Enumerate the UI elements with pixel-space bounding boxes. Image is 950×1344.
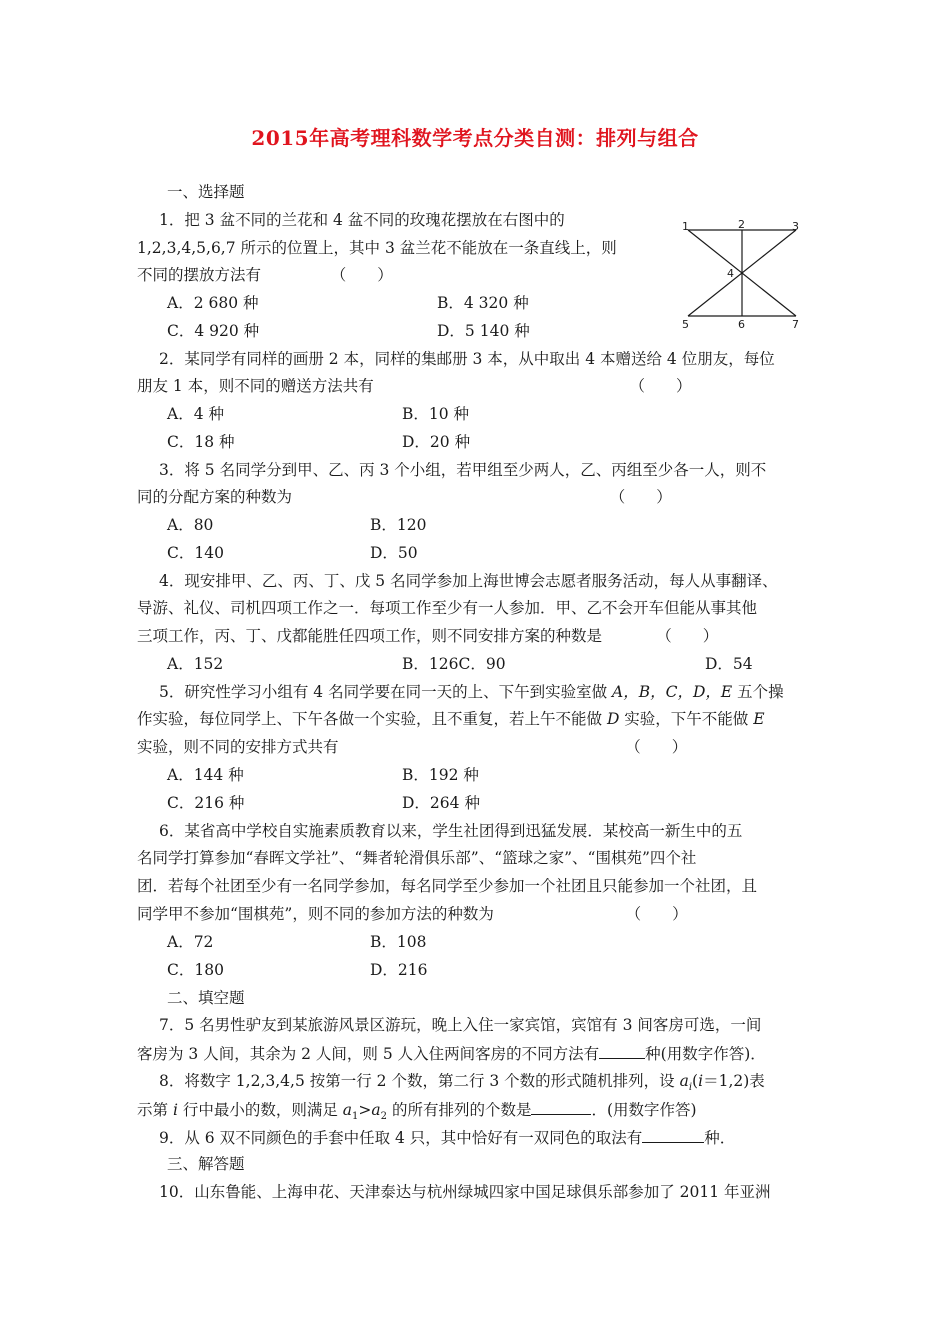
q1-line1: 1．把 3 盆不同的兰花和 4 盆不同的玫瑰花摆放在右图中的: [159, 211, 565, 229]
diagram-label-5: 5: [682, 318, 689, 331]
q5-line2: 作实验，每位同学上、下午各做一个实验，且不重复，若上午不能做 D 实验，下午不能做 E: [137, 710, 765, 728]
q2-line1: 2．某同学有同样的画册 2 本，同样的集邮册 3 本，从中取出 4 本赠送给 4 位朋友，每位: [159, 350, 775, 368]
diagram-label-1: 1: [682, 220, 689, 233]
position-diagram: [676, 216, 806, 336]
q8-line1: 8．将数字 1,2,3,4,5 按第一行 2 个数，第二行 3 个数的形式随机排列，设 $a_i(i=1,2)$表: [159, 1072, 765, 1094]
q9-answer-blank: [642, 1127, 704, 1143]
q6-option-a: A．72: [167, 933, 214, 951]
q3-line2: 同的分配方案的种数为 （ ）: [137, 488, 672, 506]
q1-line3: 不同的摆放方法有 （ ）: [137, 266, 393, 284]
q2-option-d: D．20 种: [402, 433, 471, 451]
q5-line1: 5．研究性学习小组有 4 名同学要在同一天的上、下午到实验室做 A，B，C，D，E 五个操: [159, 683, 784, 701]
q8-line2: 示第 i 行中最小的数，则满足 $a_1>a_2$ 的所有排列的个数是 ．(用数字作答): [137, 1101, 697, 1123]
q7-line1: 7．5 名男性驴友到某旅游风景区游玩，晚上入住一家宾馆，宾馆有 3 间客房可选，一间: [159, 1016, 762, 1034]
q6-option-b: B．108: [370, 933, 427, 951]
q4-line1: 4．现安排甲、乙、丙、丁、戊 5 名同学参加上海世博会志愿者服务活动，每人从事翻译、: [159, 572, 778, 590]
diagram-label-2: 2: [738, 218, 745, 231]
q2-option-a: A．4 种: [167, 405, 224, 423]
q6-option-c: C．180: [167, 961, 224, 979]
q8-answer-blank: [531, 1099, 591, 1115]
q5-option-b: B．192 种: [402, 766, 479, 784]
q6-line1: 6．某省高中学校自实施素质教育以来，学生社团得到迅猛发展．某校高一新生中的五: [159, 822, 743, 840]
q1-option-a: A．2 680 种: [167, 294, 259, 312]
diagram-label-4: 4: [727, 267, 734, 280]
q1-option-b: B．4 320 种: [437, 294, 529, 312]
section-heading-fill: 二、填空题: [167, 989, 245, 1007]
q10-line1: 10．山东鲁能、上海申花、天津泰达与杭州绿城四家中国足球俱乐部参加了 2011 年亚洲: [159, 1183, 771, 1201]
q7-answer-blank: [599, 1043, 645, 1059]
q9-line1: 9．从 6 双不同颜色的手套中任取 4 只，其中恰好有一双同色的取法有 种．: [159, 1129, 736, 1147]
q4-line3: 三项工作，丙、丁、戊都能胜任四项工作，则不同安排方案的种数是 （ ）: [137, 627, 719, 645]
q5-option-a: A．144 种: [167, 766, 244, 784]
q2-option-b: B．10 种: [402, 405, 470, 423]
q2-line2: 朋友 1 本，则不同的赠送方法共有 （ ）: [137, 377, 692, 395]
q1-option-c: C．4 920 种: [167, 322, 260, 340]
q3-line1: 3．将 5 名同学分到甲、乙、丙 3 个小组，若甲组至少两人，乙、丙组至少各一人，则不: [159, 461, 767, 479]
q3-option-b: B．120: [370, 516, 427, 534]
q3-option-d: D．50: [370, 544, 418, 562]
diagram-label-7: 7: [792, 318, 799, 331]
q1-line2: 1,2,3,4,5,6,7 所示的位置上，其中 3 盆兰花不能放在一条直线上，则: [137, 239, 617, 257]
q5-option-d: D．264 种: [402, 794, 480, 812]
q1-option-d: D．5 140 种: [437, 322, 530, 340]
q6-option-d: D．216: [370, 961, 428, 979]
q7-line2: 客房为 3 人间，其余为 2 人间，则 5 人入住两间客房的不同方法有 种(用数字作答)．: [137, 1045, 766, 1063]
q6-line3: 团．若每个社团至少有一名同学参加，每名同学至少参加一个社团且只能参加一个社团，且: [137, 877, 758, 895]
q4-option-b-c: B．126C．90: [402, 655, 506, 673]
q4-option-a: A．152: [167, 655, 224, 673]
q4-line2: 导游、礼仪、司机四项工作之一．每项工作至少有一人参加．甲、乙不会开车但能从事其他: [137, 599, 758, 617]
q5-line3: 实验，则不同的安排方式共有 （ ）: [137, 738, 688, 756]
q4-option-d: D．54: [705, 655, 753, 673]
section-heading-solve: 三、解答题: [167, 1155, 245, 1173]
diagram-label-3: 3: [792, 220, 799, 233]
section-heading-choice: 一、选择题: [167, 183, 245, 201]
q2-option-c: C．18 种: [167, 433, 235, 451]
q3-option-c: C．140: [167, 544, 224, 562]
q5-option-c: C．216 种: [167, 794, 245, 812]
page-title: 2015年高考理科数学考点分类自测：排列与组合: [251, 126, 699, 150]
q3-option-a: A．80: [167, 516, 214, 534]
q6-line2: 名同学打算参加“春晖文学社”、“舞者轮滑俱乐部”、“篮球之家”、“围棋苑”四个社: [137, 849, 697, 867]
q6-line4: 同学甲不参加“围棋苑”，则不同的参加方法的种数为 （ ）: [137, 905, 688, 923]
diagram-label-6: 6: [738, 318, 745, 331]
